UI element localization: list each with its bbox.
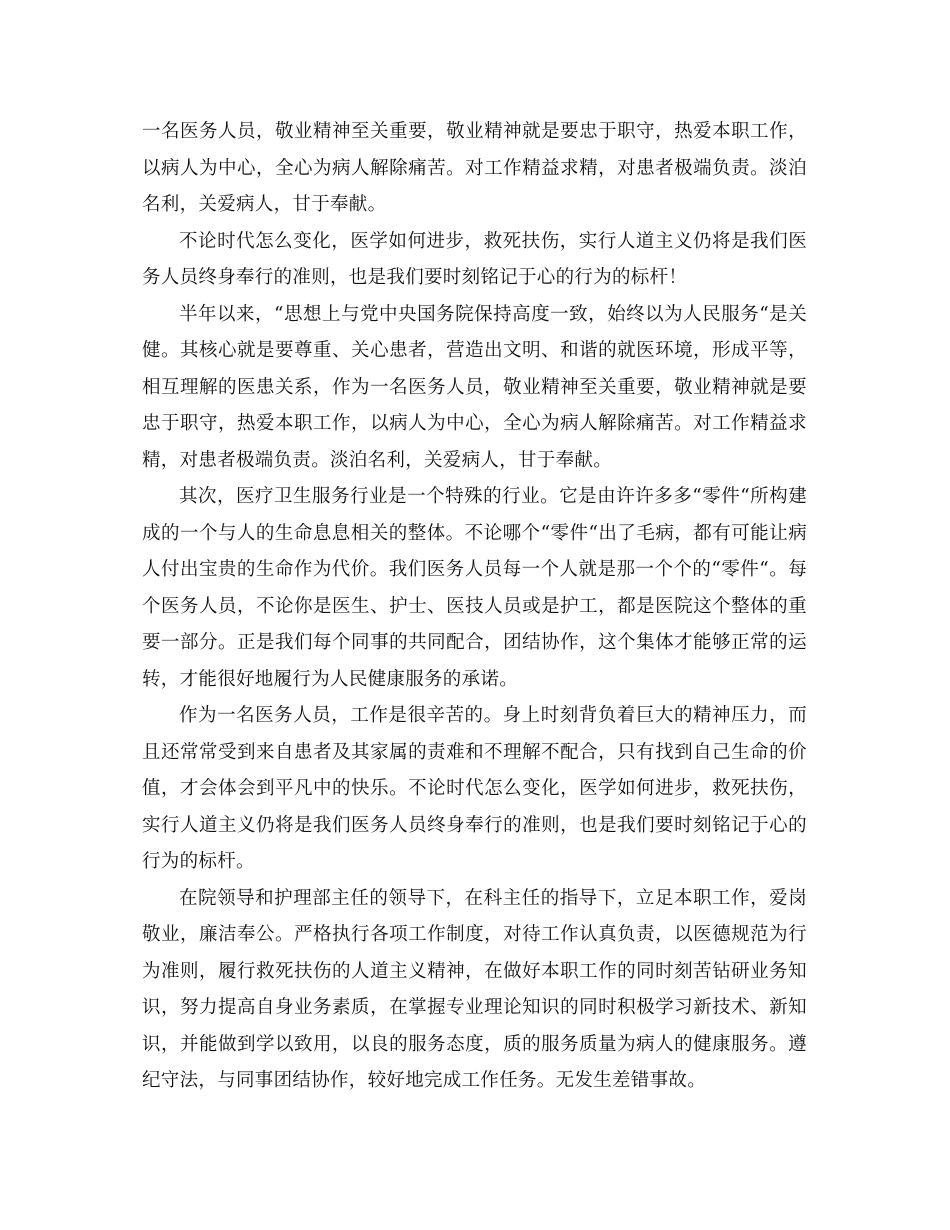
paragraph-6: 在院领导和护理部主任的领导下，在科主任的指导下，立足本职工作，爱岗敬业，廉洁奉公。严格执行各项工作制度，对待工作认真负责，以医德规范为行为准则，履行救死扶伤的人道主义精神，在做好本职工作的同时刻苦钻研业务知识，努力提高自身业务素质，在掌握专业理论知识的同时积极学习新技术、新知识，并能做到学以致用，以良的服务态度，质的服务质量为病人的健康服务。遵纪守法，与同事团结协作，较好地完成工作任务。无发生差错事故。 xyxy=(142,887,807,1091)
paragraph-2: 不论时代怎么变化，医学如何进步，救死扶伤，实行人道主义仍将是我们医务人员终身奉行的准则，也是我们要时刻铭记于心的行为的标杆！ xyxy=(142,230,807,288)
paragraph-4: 其次，医疗卫生服务行业是一个特殊的行业。它是由许许多多“零件“所构建成的一个与人的生命息息相关的整体。不论哪个“零件“出了毛病，都有可能让病人付出宝贵的生命作为代价。我们医务人员每一个人就是那一个个的“零件“。每个医务人员，不论你是医生、护士、医技人员或是护工，都是医院这个整体的重要一部分。正是我们每个同事的共同配合，团结协作，这个集体才能够正常的运转，才能很好地履行为人民健康服务的承诺。 xyxy=(142,486,807,690)
paragraph-1: 一名医务人员，敬业精神至关重要，敬业精神就是要忠于职守，热爱本职工作，以病人为中心，全心为病人解除痛苦。对工作精益求精，对患者极端负责。淡泊名利，关爱病人，甘于奉献。 xyxy=(142,121,807,215)
paragraph-5: 作为一名医务人员，工作是很辛苦的。身上时刻背负着巨大的精神压力，而且还常常受到来自患者及其家属的责难和不理解不配合，只有找到自己生命的价值，才会体会到平凡中的快乐。不论时代怎么变化，医学如何进步，救死扶伤，实行人道主义仍将是我们医务人员终身奉行的准则，也是我们要时刻铭记于心的行为的标杆。 xyxy=(142,705,807,872)
paragraph-3: 半年以来，“思想上与党中央国务院保持高度一致，始终以为人民服务“是关健。其核心就是要尊重、关心患者，营造出文明、和谐的就医环境，形成平等，相互理解的医患关系，作为一名医务人员，敬业精神至关重要，敬业精神就是要忠于职守，热爱本职工作，以病人为中心，全心为病人解除痛苦。对工作精益求精，对患者极端负责。淡泊名利，关爱病人，甘于奉献。 xyxy=(142,303,807,471)
document-body xyxy=(142,114,807,1100)
